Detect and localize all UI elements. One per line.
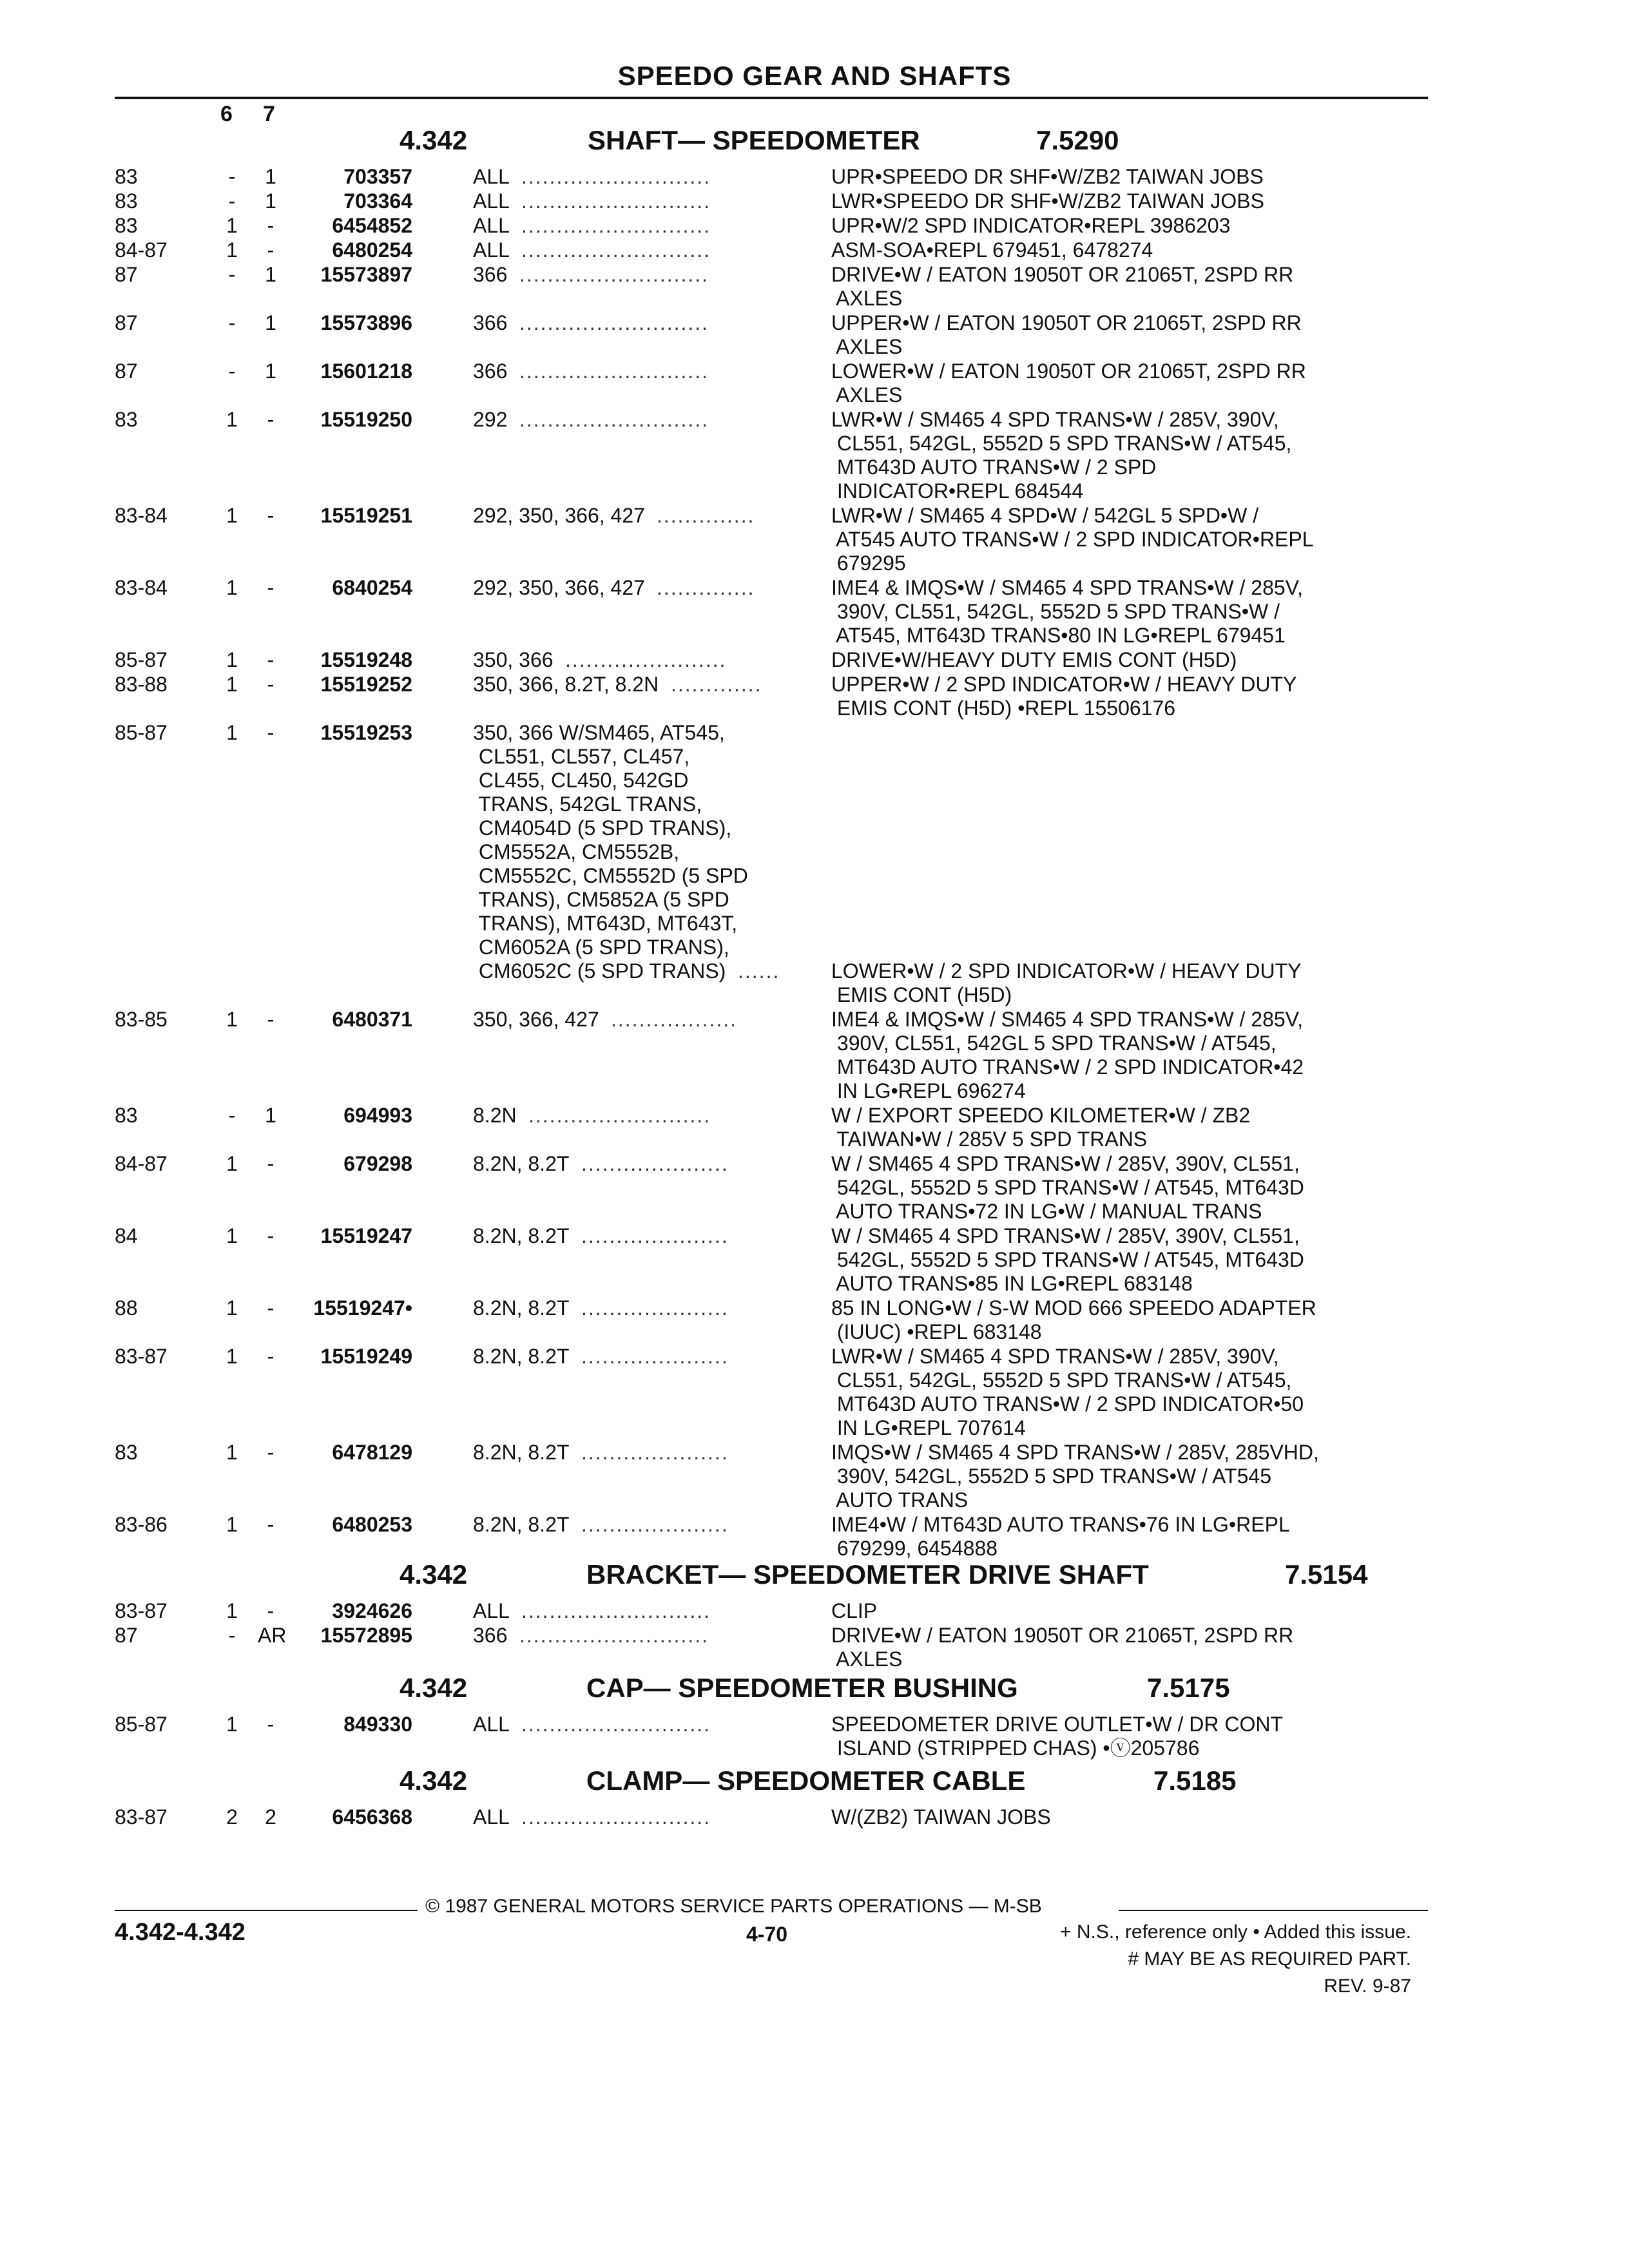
footer-page-number: 4-70 xyxy=(746,1923,788,1946)
part-row xyxy=(0,1513,1629,1561)
application: ALL xyxy=(473,165,510,188)
footer-rule-left xyxy=(115,1910,418,1911)
leader-dots: ........................... xyxy=(519,1624,709,1647)
model-years: 85-87 xyxy=(115,648,168,671)
part-number: 694993 xyxy=(343,1104,412,1127)
qty-column-6: 1 xyxy=(226,1713,238,1736)
description: UPR•SPEEDO DR SHF•W/ZB2 TAIWAN JOBS xyxy=(831,165,1264,188)
part-row xyxy=(0,648,1629,672)
part-row xyxy=(0,263,1629,311)
part-number: 15519247• xyxy=(313,1296,412,1320)
description: ISLAND (STRIPPED CHAS) •ⓥ205786 xyxy=(831,1736,1200,1760)
description: AXLES xyxy=(831,383,903,407)
description: 542GL, 5552D 5 SPD TRANS•W / AT545, MT643D xyxy=(831,1248,1304,1271)
part-row xyxy=(0,1599,1629,1623)
leader-dots: ..................... xyxy=(581,1152,729,1175)
description: W / SM465 4 SPD TRANS•W / 285V, 390V, CL551, xyxy=(831,1152,1300,1175)
model-years: 87 xyxy=(115,360,138,383)
description: ASM-SOA•REPL 679451, 6478274 xyxy=(831,238,1153,262)
part-number: 6456368 xyxy=(332,1805,412,1829)
footer-section-range: 4.342-4.342 xyxy=(115,1919,246,1946)
leader-dots: ..................... xyxy=(581,1513,729,1536)
leader-dots: ..................... xyxy=(581,1441,729,1464)
qty-column-6: 1 xyxy=(226,648,238,671)
section-title: CAP— SPEEDOMETER BUSHING xyxy=(586,1673,1018,1703)
application: ALL xyxy=(473,1599,510,1622)
description: 85 IN LONG•W / S-W MOD 666 SPEEDO ADAPTER xyxy=(831,1296,1316,1320)
part-number: 15519253 xyxy=(320,721,412,744)
description: TAIWAN•W / 285V 5 SPD TRANS xyxy=(831,1128,1148,1151)
description: DRIVE•W/HEAVY DUTY EMIS CONT (H5D) xyxy=(831,648,1237,671)
qty-column-6: - xyxy=(228,263,236,286)
qty-column-6: 1 xyxy=(226,1224,238,1247)
description: IME4•W / MT643D AUTO TRANS•76 IN LG•REPL xyxy=(831,1513,1290,1536)
description: IME4 & IMQS•W / SM465 4 SPD TRANS•W / 285V, xyxy=(831,576,1303,599)
application: ALL xyxy=(473,189,510,213)
description: LWR•W / SM465 4 SPD•W / 542GL 5 SPD•W / xyxy=(831,504,1259,527)
qty-column-6: 1 xyxy=(226,673,238,696)
application: 8.2N, 8.2T xyxy=(473,1345,570,1368)
section-group-number: 4.342 xyxy=(400,125,468,155)
application: 366 xyxy=(473,263,508,286)
column-header-6: 6 xyxy=(220,102,233,126)
application: TRANS), CM5852A (5 SPD xyxy=(473,888,729,911)
leader-dots: ...... xyxy=(738,959,780,983)
qty-column-6: 1 xyxy=(226,238,238,262)
application: TRANS, 542GL TRANS, xyxy=(473,793,702,816)
application: 8.2N, 8.2T xyxy=(473,1441,570,1464)
section-title: CLAMP— SPEEDOMETER CABLE xyxy=(586,1765,1026,1796)
qty-column-6: - xyxy=(228,1104,236,1127)
qty-column-7: 1 xyxy=(265,360,276,383)
description: AXLES xyxy=(831,335,903,358)
qty-column-7: - xyxy=(267,1441,275,1464)
model-years: 83-86 xyxy=(115,1513,168,1536)
qty-column-6: - xyxy=(228,311,236,334)
qty-column-6: 1 xyxy=(226,1008,238,1031)
part-number: 15573897 xyxy=(320,263,412,286)
description: AUTO TRANS•85 IN LG•REPL 683148 xyxy=(831,1272,1193,1295)
qty-column-6: 1 xyxy=(226,1296,238,1320)
part-number: 15519252 xyxy=(320,673,412,696)
description: MT643D AUTO TRANS•W / 2 SPD xyxy=(831,456,1157,479)
description: MT643D AUTO TRANS•W / 2 SPD INDICATOR•42 xyxy=(831,1055,1304,1079)
leader-dots: ........................... xyxy=(521,1805,711,1829)
part-number: 15573896 xyxy=(320,311,412,334)
part-row xyxy=(0,238,1629,262)
description: AUTO TRANS xyxy=(831,1488,969,1512)
description: IMQS•W / SM465 4 SPD TRANS•W / 285V, 285VHD, xyxy=(831,1441,1319,1464)
leader-dots: .......................... xyxy=(528,1104,711,1127)
application: ALL xyxy=(473,214,510,237)
model-years: 83-84 xyxy=(115,576,168,599)
application: 350, 366, 427 xyxy=(473,1008,599,1031)
application: CL551, CL557, CL457, xyxy=(473,745,690,768)
qty-column-7: 1 xyxy=(265,189,276,213)
description: CL551, 542GL, 5552D 5 SPD TRANS•W / AT545, xyxy=(831,432,1292,455)
section-code: 7.5185 xyxy=(1153,1765,1237,1796)
qty-column-7: - xyxy=(267,1713,275,1736)
part-number: 6480254 xyxy=(332,238,412,262)
description: 542GL, 5552D 5 SPD TRANS•W / AT545, MT643D xyxy=(831,1176,1304,1199)
description: EMIS CONT (H5D) •REPL 15506176 xyxy=(831,697,1176,720)
qty-column-7: - xyxy=(267,1152,275,1175)
part-number: 15519247 xyxy=(320,1224,412,1247)
qty-column-7: - xyxy=(267,576,275,599)
description: AT545, MT643D TRANS•80 IN LG•REPL 679451 xyxy=(831,624,1286,647)
footer-rule-right xyxy=(1119,1910,1428,1911)
section-code: 7.5154 xyxy=(1285,1559,1368,1590)
description: LOWER•W / EATON 19050T OR 21065T, 2SPD RR xyxy=(831,360,1306,383)
application: 366 xyxy=(473,1624,508,1647)
model-years: 83-87 xyxy=(115,1599,168,1622)
application: CM6052A (5 SPD TRANS), xyxy=(473,936,729,959)
leader-dots: ........................... xyxy=(519,408,709,431)
description: LOWER•W / 2 SPD INDICATOR•W / HEAVY DUTY xyxy=(831,959,1302,983)
qty-column-6: 1 xyxy=(226,408,238,431)
model-years: 87 xyxy=(115,263,138,286)
qty-column-6: 1 xyxy=(226,721,238,744)
model-years: 84-87 xyxy=(115,238,168,262)
section-group-number: 4.342 xyxy=(400,1673,468,1703)
part-number: 15519249 xyxy=(320,1345,412,1368)
qty-column-6: - xyxy=(228,189,236,213)
application: 350, 366 W/SM465, AT545, xyxy=(473,721,725,744)
description: AXLES xyxy=(831,1648,903,1671)
qty-column-7: - xyxy=(267,214,275,237)
part-number: 15519248 xyxy=(320,648,412,671)
description: MT643D AUTO TRANS•W / 2 SPD INDICATOR•50 xyxy=(831,1392,1304,1416)
section-code: 7.5175 xyxy=(1147,1673,1230,1703)
qty-column-7: - xyxy=(267,504,275,527)
part-number: 15601218 xyxy=(320,360,412,383)
model-years: 83 xyxy=(115,408,138,431)
qty-column-6: 2 xyxy=(226,1805,238,1829)
qty-column-6: - xyxy=(228,1624,236,1647)
section-group-number: 4.342 xyxy=(400,1765,468,1796)
qty-column-7: 1 xyxy=(265,311,276,334)
qty-column-7: - xyxy=(267,1224,275,1247)
model-years: 87 xyxy=(115,1624,138,1647)
application: ALL xyxy=(473,1805,510,1829)
leader-dots: ..................... xyxy=(581,1345,729,1368)
application: 8.2N, 8.2T xyxy=(473,1513,570,1536)
part-number: 6840254 xyxy=(332,576,412,599)
application: 8.2N xyxy=(473,1104,517,1127)
part-row xyxy=(0,1345,1629,1440)
leader-dots: ........................... xyxy=(521,238,711,262)
qty-column-7: - xyxy=(267,648,275,671)
description: AUTO TRANS•72 IN LG•W / MANUAL TRANS xyxy=(831,1200,1262,1223)
qty-column-6: 1 xyxy=(226,1152,238,1175)
leader-dots: .............. xyxy=(657,576,755,599)
part-row xyxy=(0,504,1629,575)
part-row xyxy=(0,165,1629,189)
description: UPPER•W / 2 SPD INDICATOR•W / HEAVY DUTY xyxy=(831,673,1297,696)
model-years: 83 xyxy=(115,1104,138,1127)
leader-dots: .............. xyxy=(657,504,755,527)
qty-column-6: 1 xyxy=(226,1513,238,1536)
part-number: 6454852 xyxy=(332,214,412,237)
model-years: 83-87 xyxy=(115,1345,168,1368)
qty-column-7: - xyxy=(267,1008,275,1031)
leader-dots: ........................... xyxy=(521,214,711,237)
leader-dots: ........................... xyxy=(521,1713,711,1736)
application: 292 xyxy=(473,408,508,431)
application: 8.2N, 8.2T xyxy=(473,1296,570,1320)
description: DRIVE•W / EATON 19050T OR 21065T, 2SPD RR xyxy=(831,1624,1294,1647)
part-row xyxy=(0,1224,1629,1296)
description: 679295 xyxy=(831,552,906,575)
part-number: 6478129 xyxy=(332,1441,412,1464)
part-row xyxy=(0,1152,1629,1224)
leader-dots: ........................... xyxy=(519,311,709,334)
qty-column-6: - xyxy=(228,165,236,188)
leader-dots: ........................... xyxy=(521,1599,711,1622)
qty-column-6: 1 xyxy=(226,1599,238,1622)
qty-column-7: - xyxy=(267,1513,275,1536)
part-row xyxy=(0,360,1629,407)
qty-column-7: 1 xyxy=(265,263,276,286)
part-number: 15519251 xyxy=(320,504,412,527)
application: TRANS), MT643D, MT643T, xyxy=(473,912,738,935)
leader-dots: ........................... xyxy=(521,189,711,213)
description: LWR•SPEEDO DR SHF•W/ZB2 TAIWAN JOBS xyxy=(831,189,1264,213)
application: 366 xyxy=(473,311,508,334)
model-years: 85-87 xyxy=(115,1713,168,1736)
footer-copyright: © 1987 GENERAL MOTORS SERVICE PARTS OPERATIONS — M-SB xyxy=(425,1896,1042,1917)
application: CM5552A, CM5552B, xyxy=(473,840,680,863)
description: 390V, CL551, 542GL 5 SPD TRANS•W / AT545, xyxy=(831,1032,1277,1055)
description: 390V, CL551, 542GL, 5552D 5 SPD TRANS•W / xyxy=(831,600,1280,623)
model-years: 84-87 xyxy=(115,1152,168,1175)
leader-dots: ..................... xyxy=(581,1296,729,1320)
description: CL551, 542GL, 5552D 5 SPD TRANS•W / AT545, xyxy=(831,1369,1292,1392)
header-rule xyxy=(115,97,1428,99)
description: DRIVE•W / EATON 19050T OR 21065T, 2SPD RR xyxy=(831,263,1294,286)
model-years: 83 xyxy=(115,1441,138,1464)
part-row xyxy=(0,576,1629,648)
part-number: 703364 xyxy=(343,189,412,213)
part-number: 15519250 xyxy=(320,408,412,431)
description: SPEEDOMETER DRIVE OUTLET•W / DR CONT xyxy=(831,1713,1284,1736)
part-row xyxy=(0,1104,1629,1151)
application: 8.2N, 8.2T xyxy=(473,1152,570,1175)
model-years: 83 xyxy=(115,214,138,237)
description: W/(ZB2) TAIWAN JOBS xyxy=(831,1805,1051,1829)
section-group-number: 4.342 xyxy=(400,1559,468,1590)
qty-column-6: 1 xyxy=(226,214,238,237)
leader-dots: ............. xyxy=(671,673,762,696)
footer-revision: REV. 9-87 xyxy=(1324,1975,1411,1997)
leader-dots: ....................... xyxy=(565,648,727,671)
qty-column-7: 1 xyxy=(265,1104,276,1127)
application: 366 xyxy=(473,360,508,383)
application: 350, 366, 8.2T, 8.2N xyxy=(473,673,659,696)
qty-column-7: - xyxy=(267,238,275,262)
leader-dots: ..................... xyxy=(581,1224,729,1247)
qty-column-7: - xyxy=(267,673,275,696)
description: IME4 & IMQS•W / SM465 4 SPD TRANS•W / 285V, xyxy=(831,1008,1303,1031)
part-row xyxy=(0,721,1629,1007)
application: ALL xyxy=(473,1713,510,1736)
qty-column-6: - xyxy=(228,360,236,383)
application: 292, 350, 366, 427 xyxy=(473,576,645,599)
qty-column-7: - xyxy=(267,1345,275,1368)
model-years: 87 xyxy=(115,311,138,334)
footer-note-1: + N.S., reference only • Added this issue. xyxy=(1060,1921,1411,1943)
description: LWR•W / SM465 4 SPD TRANS•W / 285V, 390V, xyxy=(831,1345,1279,1368)
description: W / SM465 4 SPD TRANS•W / 285V, 390V, CL551, xyxy=(831,1224,1300,1247)
model-years: 83-88 xyxy=(115,673,168,696)
model-years: 88 xyxy=(115,1296,138,1320)
application: 8.2N, 8.2T xyxy=(473,1224,570,1247)
qty-column-7: - xyxy=(267,408,275,431)
description: IN LG•REPL 707614 xyxy=(831,1416,1026,1439)
page-title: SPEEDO GEAR AND SHAFTS xyxy=(617,61,1012,91)
part-row xyxy=(0,1296,1629,1344)
description: IN LG•REPL 696274 xyxy=(831,1079,1026,1102)
column-header-7: 7 xyxy=(263,102,275,126)
qty-column-6: 1 xyxy=(226,576,238,599)
description: EMIS CONT (H5D) xyxy=(831,983,1012,1006)
description: CLIP xyxy=(831,1599,878,1622)
part-number: 6480371 xyxy=(332,1008,412,1031)
description: (IUUC) •REPL 683148 xyxy=(831,1320,1042,1343)
model-years: 83-87 xyxy=(115,1805,168,1829)
description: UPPER•W / EATON 19050T OR 21065T, 2SPD RR xyxy=(831,311,1302,334)
section-code: 7.5290 xyxy=(1036,125,1119,155)
leader-dots: ........................... xyxy=(521,165,711,188)
qty-column-7: - xyxy=(267,1296,275,1320)
application: ALL xyxy=(473,238,510,262)
part-row xyxy=(0,673,1629,720)
part-number: 849330 xyxy=(343,1713,412,1736)
model-years: 85-87 xyxy=(115,721,168,744)
model-years: 83 xyxy=(115,189,138,213)
application: CM4054D (5 SPD TRANS), xyxy=(473,816,732,840)
qty-column-7: - xyxy=(267,721,275,744)
part-number: 679298 xyxy=(343,1152,412,1175)
part-row xyxy=(0,1441,1629,1512)
model-years: 83 xyxy=(115,165,138,188)
footer-note-2: # MAY BE AS REQUIRED PART. xyxy=(1128,1948,1411,1970)
part-row xyxy=(0,1624,1629,1671)
part-row xyxy=(0,1713,1629,1760)
qty-column-7: - xyxy=(267,1599,275,1622)
part-number: 6480253 xyxy=(332,1513,412,1536)
part-row xyxy=(0,1008,1629,1103)
part-row xyxy=(0,214,1629,238)
qty-column-7: 1 xyxy=(265,165,276,188)
section-title: BRACKET— SPEEDOMETER DRIVE SHAFT xyxy=(586,1559,1149,1590)
part-row xyxy=(0,408,1629,503)
section-title: SHAFT— SPEEDOMETER xyxy=(588,125,920,155)
leader-dots: ........................... xyxy=(519,360,709,383)
application: CM6052C (5 SPD TRANS) xyxy=(473,959,726,983)
part-number: 703357 xyxy=(343,165,412,188)
description: 679299, 6454888 xyxy=(831,1537,998,1560)
description: W / EXPORT SPEEDO KILOMETER•W / ZB2 xyxy=(831,1104,1251,1127)
part-row xyxy=(0,1805,1629,1829)
description: LWR•W / SM465 4 SPD TRANS•W / 285V, 390V, xyxy=(831,408,1279,431)
part-number: 15572895 xyxy=(320,1624,412,1647)
description: INDICATOR•REPL 684544 xyxy=(831,479,1084,503)
application: 350, 366 xyxy=(473,648,554,671)
description: AXLES xyxy=(831,287,903,310)
qty-column-6: 1 xyxy=(226,1345,238,1368)
leader-dots: .................. xyxy=(611,1008,738,1031)
application: CM5552C, CM5552D (5 SPD xyxy=(473,864,748,887)
qty-column-7: 2 xyxy=(265,1805,276,1829)
part-number: 3924626 xyxy=(332,1599,412,1622)
description: 390V, 542GL, 5552D 5 SPD TRANS•W / AT545 xyxy=(831,1465,1271,1488)
qty-column-7: AR xyxy=(258,1624,287,1647)
model-years: 83-84 xyxy=(115,504,168,527)
part-row xyxy=(0,311,1629,359)
leader-dots: ........................... xyxy=(519,263,709,286)
model-years: 84 xyxy=(115,1224,138,1247)
model-years: 83-85 xyxy=(115,1008,168,1031)
qty-column-6: 1 xyxy=(226,504,238,527)
application: CL455, CL450, 542GD xyxy=(473,769,689,792)
description: AT545 AUTO TRANS•W / 2 SPD INDICATOR•REPL xyxy=(831,528,1314,551)
description: UPR•W/2 SPD INDICATOR•REPL 3986203 xyxy=(831,214,1231,237)
application: 292, 350, 366, 427 xyxy=(473,504,645,527)
part-row xyxy=(0,189,1629,213)
qty-column-6: 1 xyxy=(226,1441,238,1464)
